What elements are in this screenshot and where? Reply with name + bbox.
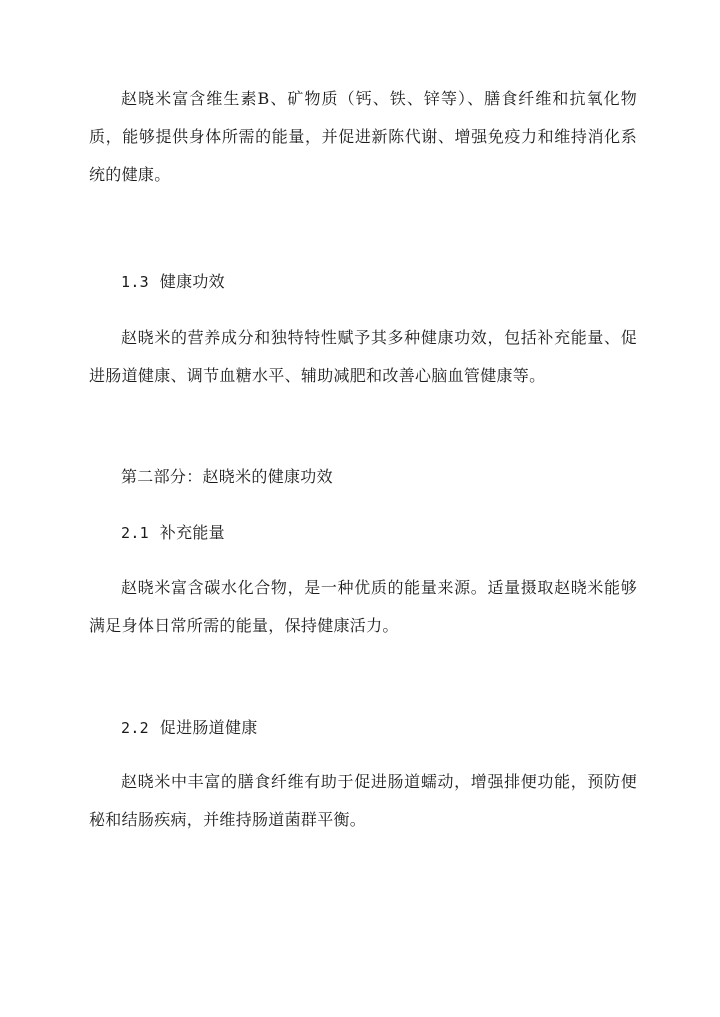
- section-title: 补充能量: [159, 523, 225, 542]
- section-number: 2.2: [121, 719, 149, 737]
- part-heading-2: 第二部分：赵晓米的健康功效: [121, 467, 333, 486]
- paragraph-health-benefits: 赵晓米的营养成分和独特特性赋予其多种健康功效，包括补充能量、促进肠道健康、调节血糖水平、辅助减肥和改善心脑血管健康等。: [89, 328, 637, 385]
- section-number: 2.1: [121, 524, 149, 542]
- section-heading-2-1: [89, 521, 669, 545]
- section-title: 健康功效: [159, 272, 225, 291]
- section-heading-2-2: [89, 716, 669, 740]
- section-number: 1.3: [121, 273, 149, 291]
- paragraph-gut-health: 赵晓米中丰富的膳食纤维有助于促进肠道蠕动，增强排便功能，预防便秘和结肠疾病，并维持肠道菌群平衡。: [89, 772, 637, 829]
- paragraph-energy: 赵晓米富含碳水化合物，是一种优质的能量来源。适量摄取赵晓米能够满足身体日常所需的能量，保持健康活力。: [89, 578, 637, 635]
- section-heading-1-3: [89, 270, 669, 294]
- paragraph-nutrition: 赵晓米富含维生素B、矿物质（钙、铁、锌等）、膳食纤维和抗氧化物质，能够提供身体所需的能量，并促进新陈代谢、增强免疫力和维持消化系统的健康。: [89, 89, 637, 184]
- section-title: 促进肠道健康: [159, 718, 258, 737]
